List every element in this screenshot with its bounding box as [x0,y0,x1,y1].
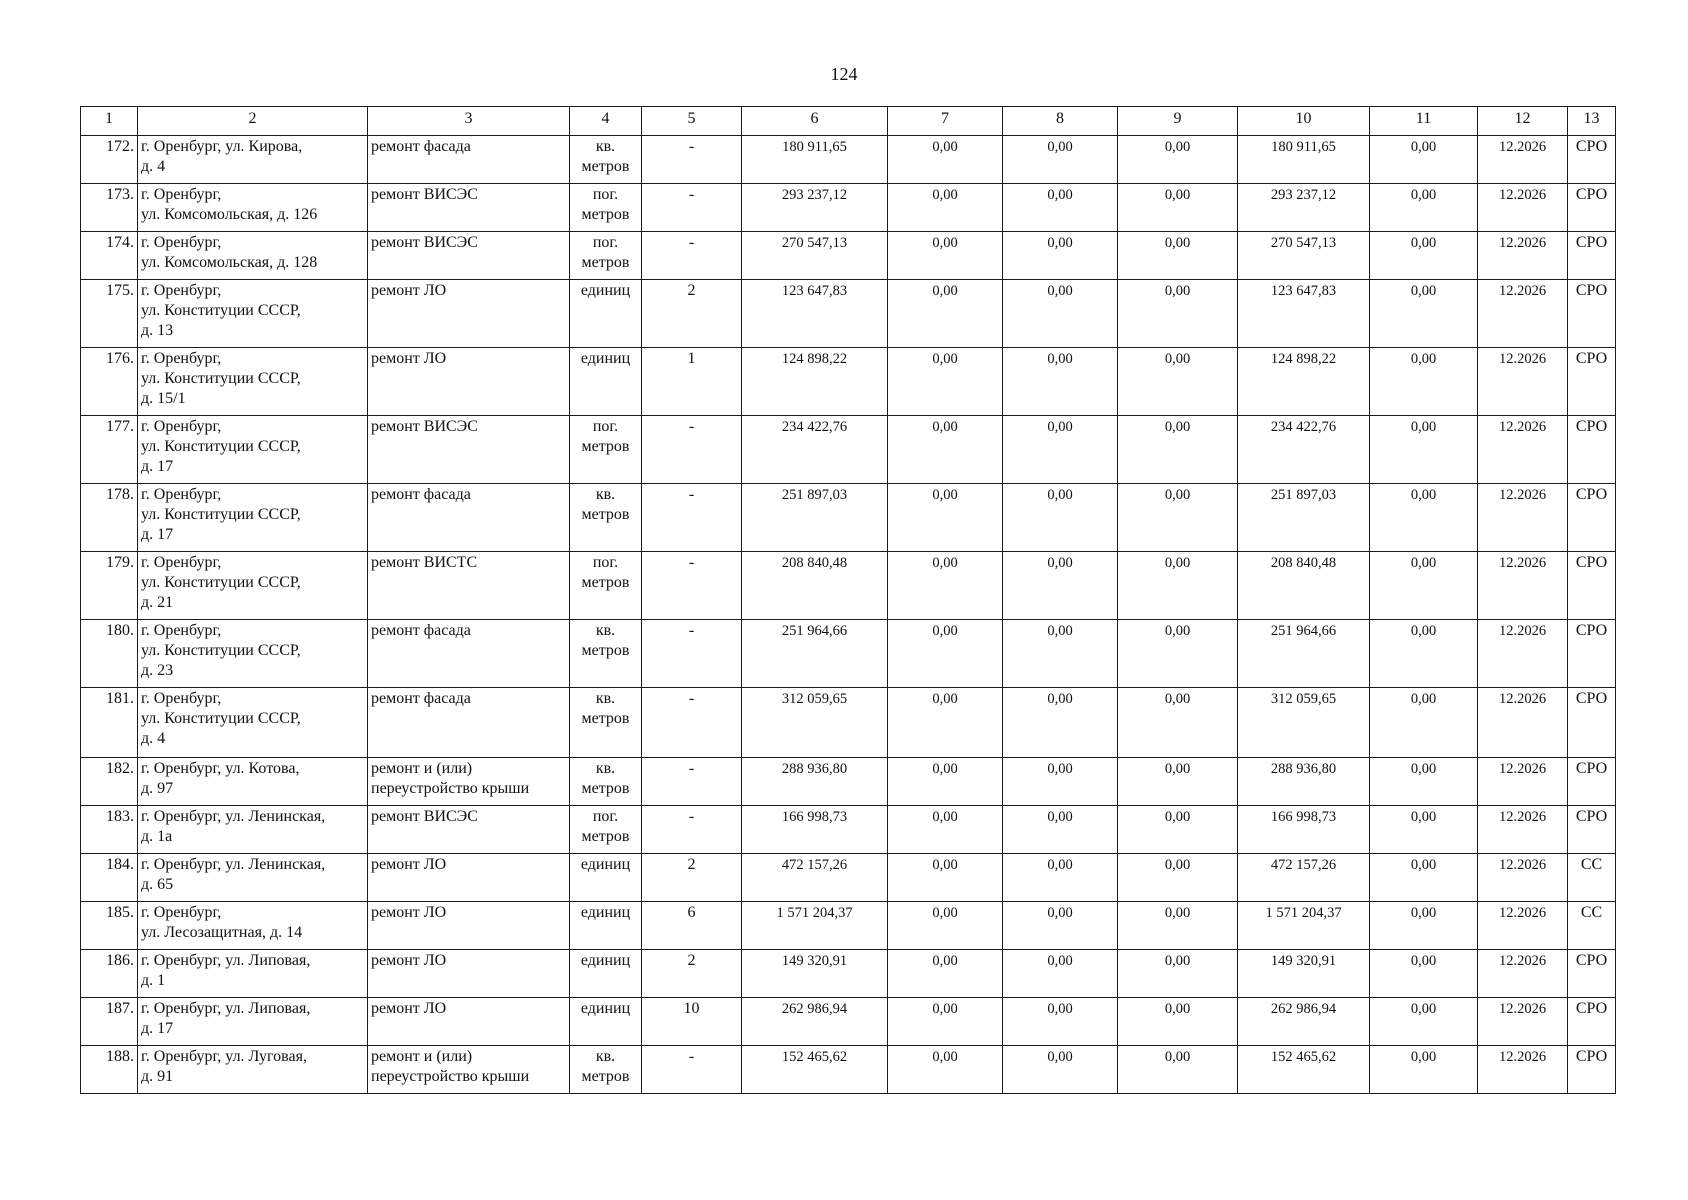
cost-col11-cell: 0,00 [1370,854,1478,902]
cost-col10-cell: 270 547,13 [1238,232,1370,280]
cost-col9-cell: 0,00 [1118,184,1238,232]
completion-date-cell: 12.2026 [1478,552,1568,620]
quantity-cell: - [642,688,742,758]
funding-source-cell: СРО [1568,348,1616,416]
cost-col8-cell: 0,00 [1003,620,1118,688]
cost-col7-cell: 0,00 [888,484,1003,552]
cost-col11-cell: 0,00 [1370,232,1478,280]
address-cell: г. Оренбург, ул. Липовая, д. 17 [138,998,368,1046]
work-type-cell: ремонт ВИСЭС [368,416,570,484]
quantity-cell: 1 [642,348,742,416]
completion-date-cell: 12.2026 [1478,950,1568,998]
quantity-cell: 2 [642,854,742,902]
cost-col7-cell: 0,00 [888,950,1003,998]
cost-col10-cell: 251 897,03 [1238,484,1370,552]
column-header: 6 [742,107,888,136]
unit-cell: кв. метров [570,758,642,806]
row-number-cell: 184. [81,854,138,902]
cost-col11-cell: 0,00 [1370,280,1478,348]
cost-col9-cell: 0,00 [1118,854,1238,902]
table-body [81,136,1616,1094]
cost-col8-cell: 0,00 [1003,232,1118,280]
work-type-cell: ремонт ЛО [368,902,570,950]
cost-col10-cell: 123 647,83 [1238,280,1370,348]
cost-col11-cell: 0,00 [1370,688,1478,758]
cost-col8-cell: 0,00 [1003,280,1118,348]
row-number-cell: 173. [81,184,138,232]
cost-col9-cell: 0,00 [1118,1046,1238,1094]
address-cell: г. Оренбург, ул. Кирова, д. 4 [138,136,368,184]
row-number-cell: 181. [81,688,138,758]
work-type-cell: ремонт ВИСЭС [368,232,570,280]
address-cell: г. Оренбург, ул. Конституции СССР, д. 17 [138,416,368,484]
cost-col10-cell: 152 465,62 [1238,1046,1370,1094]
row-number-cell: 187. [81,998,138,1046]
cost-col10-cell: 1 571 204,37 [1238,902,1370,950]
completion-date-cell: 12.2026 [1478,484,1568,552]
total-cost-cell: 124 898,22 [742,348,888,416]
quantity-cell: - [642,416,742,484]
unit-cell: пог. метров [570,552,642,620]
unit-cell: единиц [570,280,642,348]
work-type-cell: ремонт фасада [368,620,570,688]
quantity-cell: 2 [642,280,742,348]
row-number-cell: 182. [81,758,138,806]
cost-col8-cell: 0,00 [1003,758,1118,806]
funding-source-cell: СС [1568,902,1616,950]
quantity-cell: - [642,1046,742,1094]
total-cost-cell: 270 547,13 [742,232,888,280]
cost-col11-cell: 0,00 [1370,1046,1478,1094]
cost-col9-cell: 0,00 [1118,348,1238,416]
quantity-cell: 2 [642,950,742,998]
total-cost-cell: 123 647,83 [742,280,888,348]
row-number-cell: 175. [81,280,138,348]
table-row [81,620,1616,688]
completion-date-cell: 12.2026 [1478,902,1568,950]
cost-col8-cell: 0,00 [1003,184,1118,232]
table-row [81,136,1616,184]
work-type-cell: ремонт фасада [368,136,570,184]
funding-source-cell: СРО [1568,806,1616,854]
completion-date-cell: 12.2026 [1478,1046,1568,1094]
cost-col7-cell: 0,00 [888,184,1003,232]
work-type-cell: ремонт ЛО [368,348,570,416]
cost-col11-cell: 0,00 [1370,950,1478,998]
funding-source-cell: СРО [1568,998,1616,1046]
column-header: 12 [1478,107,1568,136]
row-number-cell: 185. [81,902,138,950]
quantity-cell: - [642,806,742,854]
completion-date-cell: 12.2026 [1478,232,1568,280]
cost-col7-cell: 0,00 [888,688,1003,758]
address-cell: г. Оренбург, ул. Липовая, д. 1 [138,950,368,998]
completion-date-cell: 12.2026 [1478,758,1568,806]
address-cell: г. Оренбург, ул. Конституции СССР, д. 13 [138,280,368,348]
cost-col9-cell: 0,00 [1118,552,1238,620]
unit-cell: единиц [570,902,642,950]
unit-cell: пог. метров [570,806,642,854]
total-cost-cell: 262 986,94 [742,998,888,1046]
cost-col7-cell: 0,00 [888,620,1003,688]
cost-col8-cell: 0,00 [1003,552,1118,620]
quantity-cell: - [642,232,742,280]
column-header: 13 [1568,107,1616,136]
cost-col10-cell: 293 237,12 [1238,184,1370,232]
column-number-header-row [81,107,1616,136]
cost-col7-cell: 0,00 [888,998,1003,1046]
cost-col9-cell: 0,00 [1118,280,1238,348]
quantity-cell: - [642,484,742,552]
total-cost-cell: 149 320,91 [742,950,888,998]
cost-col8-cell: 0,00 [1003,854,1118,902]
column-header: 4 [570,107,642,136]
cost-col8-cell: 0,00 [1003,136,1118,184]
completion-date-cell: 12.2026 [1478,348,1568,416]
cost-col11-cell: 0,00 [1370,620,1478,688]
work-type-cell: ремонт ВИСТС [368,552,570,620]
completion-date-cell: 12.2026 [1478,688,1568,758]
row-number-cell: 172. [81,136,138,184]
cost-col11-cell: 0,00 [1370,998,1478,1046]
cost-col9-cell: 0,00 [1118,484,1238,552]
work-type-cell: ремонт ВИСЭС [368,184,570,232]
row-number-cell: 188. [81,1046,138,1094]
address-cell: г. Оренбург, ул. Конституции СССР, д. 4 [138,688,368,758]
column-header: 2 [138,107,368,136]
unit-cell: единиц [570,348,642,416]
address-cell: г. Оренбург, ул. Лесозащитная, д. 14 [138,902,368,950]
completion-date-cell: 12.2026 [1478,416,1568,484]
table-row [81,902,1616,950]
work-type-cell: ремонт ЛО [368,280,570,348]
funding-source-cell: СРО [1568,280,1616,348]
funding-source-cell: СРО [1568,416,1616,484]
cost-col8-cell: 0,00 [1003,416,1118,484]
row-number-cell: 179. [81,552,138,620]
quantity-cell: - [642,136,742,184]
cost-col9-cell: 0,00 [1118,902,1238,950]
cost-col11-cell: 0,00 [1370,136,1478,184]
cost-col10-cell: 208 840,48 [1238,552,1370,620]
table-row [81,854,1616,902]
completion-date-cell: 12.2026 [1478,184,1568,232]
cost-col10-cell: 472 157,26 [1238,854,1370,902]
unit-cell: кв. метров [570,620,642,688]
unit-cell: пог. метров [570,416,642,484]
completion-date-cell: 12.2026 [1478,620,1568,688]
address-cell: г. Оренбург, ул. Луговая, д. 91 [138,1046,368,1094]
completion-date-cell: 12.2026 [1478,136,1568,184]
column-header: 3 [368,107,570,136]
cost-col7-cell: 0,00 [888,552,1003,620]
total-cost-cell: 251 964,66 [742,620,888,688]
cost-col11-cell: 0,00 [1370,552,1478,620]
address-cell: г. Оренбург, ул. Конституции СССР, д. 21 [138,552,368,620]
completion-date-cell: 12.2026 [1478,806,1568,854]
funding-source-cell: СРО [1568,620,1616,688]
cost-col9-cell: 0,00 [1118,416,1238,484]
table-row [81,416,1616,484]
cost-col8-cell: 0,00 [1003,998,1118,1046]
quantity-cell: 6 [642,902,742,950]
column-header: 10 [1238,107,1370,136]
address-cell: г. Оренбург, ул. Комсомольская, д. 126 [138,184,368,232]
unit-cell: единиц [570,950,642,998]
work-type-cell: ремонт ВИСЭС [368,806,570,854]
funding-source-cell: СРО [1568,688,1616,758]
cost-col10-cell: 180 911,65 [1238,136,1370,184]
row-number-cell: 178. [81,484,138,552]
cost-col11-cell: 0,00 [1370,758,1478,806]
quantity-cell: - [642,552,742,620]
cost-col7-cell: 0,00 [888,902,1003,950]
unit-cell: пог. метров [570,184,642,232]
total-cost-cell: 288 936,80 [742,758,888,806]
table-row [81,950,1616,998]
cost-col7-cell: 0,00 [888,348,1003,416]
unit-cell: единиц [570,998,642,1046]
funding-source-cell: СРО [1568,758,1616,806]
capital-repair-table [80,106,1616,1094]
funding-source-cell: СРО [1568,136,1616,184]
table-row [81,484,1616,552]
cost-col7-cell: 0,00 [888,1046,1003,1094]
column-header: 1 [81,107,138,136]
address-cell: г. Оренбург, ул. Конституции СССР, д. 23 [138,620,368,688]
funding-source-cell: СРО [1568,1046,1616,1094]
cost-col8-cell: 0,00 [1003,484,1118,552]
completion-date-cell: 12.2026 [1478,280,1568,348]
cost-col11-cell: 0,00 [1370,484,1478,552]
address-cell: г. Оренбург, ул. Ленинская, д. 1а [138,806,368,854]
address-cell: г. Оренбург, ул. Котова, д. 97 [138,758,368,806]
table-row [81,998,1616,1046]
cost-col7-cell: 0,00 [888,280,1003,348]
cost-col11-cell: 0,00 [1370,184,1478,232]
total-cost-cell: 208 840,48 [742,552,888,620]
work-type-cell: ремонт ЛО [368,854,570,902]
address-cell: г. Оренбург, ул. Конституции СССР, д. 15/1 [138,348,368,416]
quantity-cell: - [642,184,742,232]
cost-col10-cell: 312 059,65 [1238,688,1370,758]
address-cell: г. Оренбург, ул. Конституции СССР, д. 17 [138,484,368,552]
quantity-cell: - [642,620,742,688]
unit-cell: кв. метров [570,484,642,552]
completion-date-cell: 12.2026 [1478,998,1568,1046]
cost-col7-cell: 0,00 [888,806,1003,854]
cost-col9-cell: 0,00 [1118,232,1238,280]
total-cost-cell: 180 911,65 [742,136,888,184]
cost-col8-cell: 0,00 [1003,688,1118,758]
cost-col7-cell: 0,00 [888,416,1003,484]
work-type-cell: ремонт и (или) переустройство крыши [368,1046,570,1094]
cost-col7-cell: 0,00 [888,758,1003,806]
total-cost-cell: 472 157,26 [742,854,888,902]
column-header: 11 [1370,107,1478,136]
table-row [81,1046,1616,1094]
column-header: 5 [642,107,742,136]
address-cell: г. Оренбург, ул. Ленинская, д. 65 [138,854,368,902]
cost-col11-cell: 0,00 [1370,902,1478,950]
cost-col10-cell: 234 422,76 [1238,416,1370,484]
cost-col9-cell: 0,00 [1118,620,1238,688]
cost-col10-cell: 251 964,66 [1238,620,1370,688]
funding-source-cell: СРО [1568,232,1616,280]
cost-col8-cell: 0,00 [1003,902,1118,950]
table-row [81,280,1616,348]
cost-col9-cell: 0,00 [1118,998,1238,1046]
quantity-cell: - [642,758,742,806]
completion-date-cell: 12.2026 [1478,854,1568,902]
cost-col7-cell: 0,00 [888,232,1003,280]
cost-col9-cell: 0,00 [1118,758,1238,806]
column-header: 8 [1003,107,1118,136]
cost-col8-cell: 0,00 [1003,806,1118,854]
page-number: 124 [830,64,858,84]
total-cost-cell: 234 422,76 [742,416,888,484]
cost-col8-cell: 0,00 [1003,1046,1118,1094]
total-cost-cell: 166 998,73 [742,806,888,854]
column-header: 9 [1118,107,1238,136]
table-row [81,232,1616,280]
cost-col7-cell: 0,00 [888,136,1003,184]
table-row [81,688,1616,758]
cost-col10-cell: 288 936,80 [1238,758,1370,806]
cost-col8-cell: 0,00 [1003,950,1118,998]
total-cost-cell: 293 237,12 [742,184,888,232]
row-number-cell: 183. [81,806,138,854]
cost-col10-cell: 124 898,22 [1238,348,1370,416]
unit-cell: кв. метров [570,688,642,758]
total-cost-cell: 251 897,03 [742,484,888,552]
cost-col8-cell: 0,00 [1003,348,1118,416]
quantity-cell: 10 [642,998,742,1046]
total-cost-cell: 312 059,65 [742,688,888,758]
table-row [81,552,1616,620]
total-cost-cell: 1 571 204,37 [742,902,888,950]
cost-col11-cell: 0,00 [1370,348,1478,416]
table-row [81,348,1616,416]
funding-source-cell: СРО [1568,552,1616,620]
table-row [81,184,1616,232]
funding-source-cell: СРО [1568,950,1616,998]
funding-source-cell: СРО [1568,184,1616,232]
funding-source-cell: СРО [1568,484,1616,552]
cost-col9-cell: 0,00 [1118,950,1238,998]
unit-cell: пог. метров [570,232,642,280]
cost-col9-cell: 0,00 [1118,688,1238,758]
row-number-cell: 177. [81,416,138,484]
row-number-cell: 186. [81,950,138,998]
row-number-cell: 180. [81,620,138,688]
cost-col11-cell: 0,00 [1370,416,1478,484]
unit-cell: единиц [570,854,642,902]
cost-col10-cell: 166 998,73 [1238,806,1370,854]
cost-col9-cell: 0,00 [1118,806,1238,854]
work-type-cell: ремонт фасада [368,484,570,552]
address-cell: г. Оренбург, ул. Комсомольская, д. 128 [138,232,368,280]
table-row [81,806,1616,854]
column-header: 7 [888,107,1003,136]
row-number-cell: 176. [81,348,138,416]
cost-col7-cell: 0,00 [888,854,1003,902]
work-type-cell: ремонт ЛО [368,950,570,998]
cost-col10-cell: 149 320,91 [1238,950,1370,998]
work-type-cell: ремонт фасада [368,688,570,758]
unit-cell: кв. метров [570,136,642,184]
work-type-cell: ремонт ЛО [368,998,570,1046]
cost-col9-cell: 0,00 [1118,136,1238,184]
funding-source-cell: СС [1568,854,1616,902]
total-cost-cell: 152 465,62 [742,1046,888,1094]
cost-col11-cell: 0,00 [1370,806,1478,854]
work-type-cell: ремонт и (или) переустройство крыши [368,758,570,806]
unit-cell: кв. метров [570,1046,642,1094]
cost-col10-cell: 262 986,94 [1238,998,1370,1046]
row-number-cell: 174. [81,232,138,280]
table-row [81,758,1616,806]
